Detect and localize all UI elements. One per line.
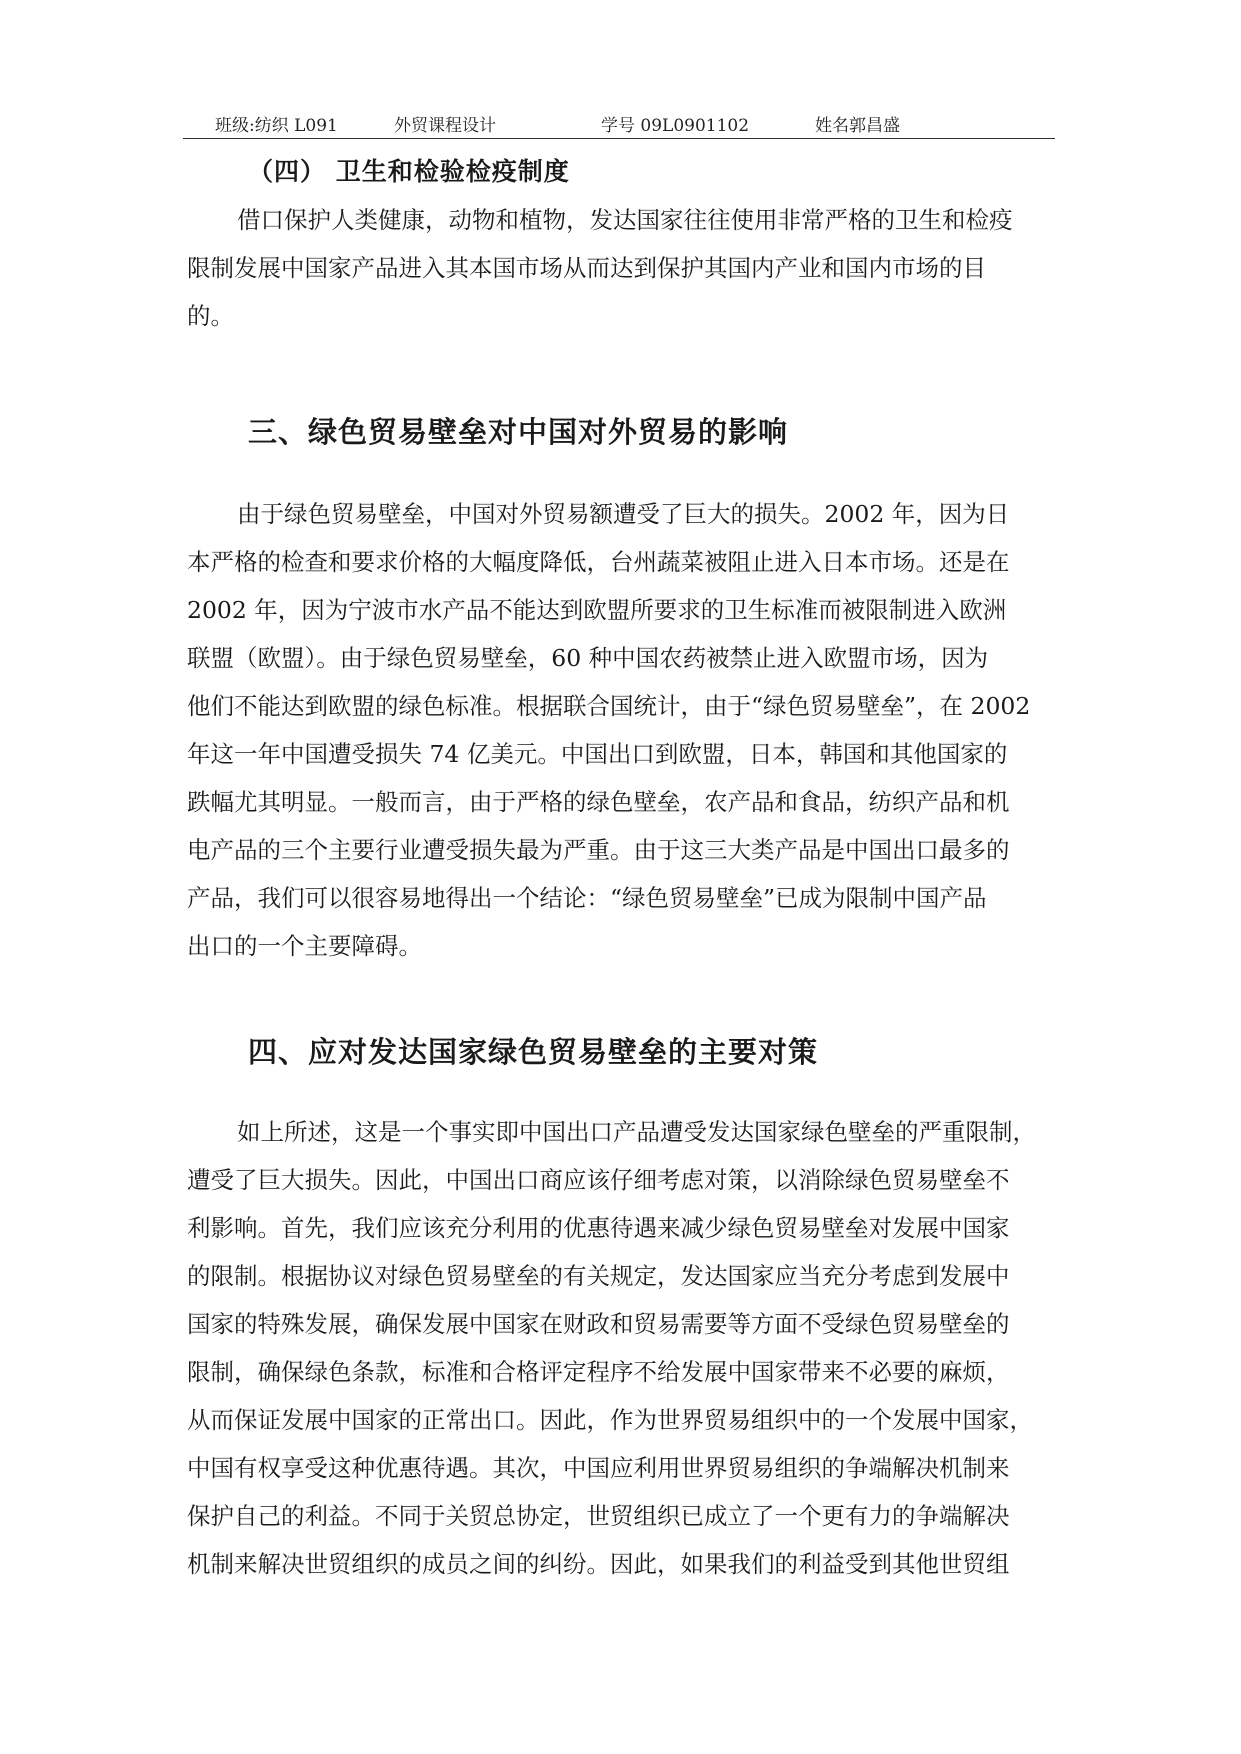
paragraph-line: 本严格的检查和要求价格的大幅度降低，台州蔬菜被阻止进入日本市场。还是在	[187, 548, 1010, 576]
paragraph-line: 中国有权享受这种优惠待遇。其次，中国应利用世界贸易组织的争端解决机制来	[187, 1454, 1010, 1482]
section3-paragraph	[187, 490, 1047, 970]
paragraph-line: 的限制。根据协议对绿色贸易壁垒的有关规定，发达国家应当充分考虑到发展中	[187, 1262, 1010, 1290]
paragraph-line: 2002 年，因为宁波市水产品不能达到欧盟所要求的卫生标准而被限制进入欧洲	[187, 596, 1007, 624]
paragraph-line: 利影响。首先，我们应该充分利用的优惠待遇来减少绿色贸易壁垒对发展中国家	[187, 1214, 1010, 1242]
subsection-title: （四） 卫生和检验检疫制度	[248, 157, 570, 186]
paragraph-line: 联盟（欧盟）。由于绿色贸易壁垒，60 种中国农药被禁止进入欧盟市场，因为	[187, 644, 989, 672]
section4-title: 四、应对发达国家绿色贸易壁垒的主要对策	[248, 1035, 819, 1069]
paragraph-line: 他们不能达到欧盟的绿色标准。根据联合国统计，由于“绿色贸易壁垒”，在 2002	[187, 692, 1031, 720]
section4-paragraph	[187, 1108, 1047, 1588]
paragraph-line: 产品，我们可以很容易地得出一个结论：“绿色贸易壁垒”已成为限制中国产品	[187, 884, 987, 912]
paragraph-line: 遭受了巨大损失。因此，中国出口商应该仔细考虑对策，以消除绿色贸易壁垒不	[187, 1166, 1010, 1194]
paragraph-line: 的。	[187, 302, 234, 330]
paragraph-line: 保护自己的利益。不同于关贸总协定，世贸组织已成立了一个更有力的争端解决	[187, 1502, 1010, 1530]
paragraph-line: 限制发展中国家产品进入其本国市场从而达到保护其国内产业和国内市场的目	[187, 254, 986, 282]
paragraph-line: 出口的一个主要障碍。	[187, 932, 422, 960]
paragraph-line: 跌幅尤其明显。一般而言，由于严格的绿色壁垒，农产品和食品，纺织产品和机	[187, 788, 1010, 816]
header-class: 班级:纺织 L091	[215, 116, 338, 136]
header-course: 外贸课程设计	[394, 116, 496, 136]
header-student-id: 学号 09L0901102	[601, 116, 750, 136]
section3-title: 三、绿色贸易壁垒对中国对外贸易的影响	[248, 415, 789, 449]
paragraph-line: 如上所述，这是一个事实即中国出口产品遭受发达国家绿色壁垒的严重限制，	[237, 1118, 1036, 1146]
header-student-name: 姓名郭昌盛	[815, 116, 900, 136]
subsection-paragraph	[187, 196, 1047, 340]
paragraph-line: 由于绿色贸易壁垒，中国对外贸易额遭受了巨大的损失。2002 年，因为日	[237, 500, 1010, 528]
page-header	[183, 108, 1055, 139]
paragraph-line: 机制来解决世贸组织的成员之间的纠纷。因此，如果我们的利益受到其他世贸组	[187, 1550, 1010, 1578]
paragraph-line: 年这一年中国遭受损失 74 亿美元。中国出口到欧盟，日本，韩国和其他国家的	[187, 740, 1008, 768]
paragraph-line: 国家的特殊发展，确保发展中国家在财政和贸易需要等方面不受绿色贸易壁垒的	[187, 1310, 1010, 1338]
paragraph-line: 限制，确保绿色条款，标准和合格评定程序不给发展中国家带来不必要的麻烦，	[187, 1358, 1010, 1386]
paragraph-line: 电产品的三个主要行业遭受损失最为严重。由于这三大类产品是中国出口最多的	[187, 836, 1010, 864]
paragraph-line: 从而保证发展中国家的正常出口。因此，作为世界贸易组织中的一个发展中国家，	[187, 1406, 1033, 1434]
paragraph-line: 借口保护人类健康，动物和植物，发达国家往往使用非常严格的卫生和检疫	[237, 206, 1013, 234]
